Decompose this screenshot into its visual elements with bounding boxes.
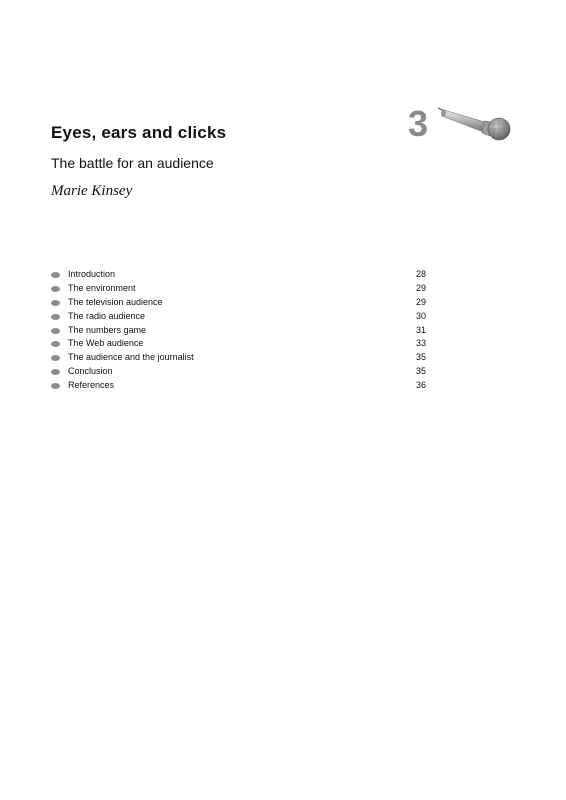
toc-item[interactable] <box>51 268 431 282</box>
toc-label: The television audience <box>68 296 163 307</box>
chapter-author: Marie Kinsey <box>51 183 133 199</box>
bullet-icon <box>51 369 60 375</box>
toc-item[interactable] <box>51 282 431 296</box>
chapter-title: Eyes, ears and clicks <box>51 123 227 142</box>
table-of-contents <box>51 268 431 393</box>
toc-page-number: 31 <box>416 324 427 335</box>
toc-label: The audience and the journalist <box>68 352 194 363</box>
toc-item[interactable] <box>51 296 431 310</box>
toc-label: References <box>68 380 115 391</box>
bullet-icon <box>51 341 60 347</box>
toc-page-number: 35 <box>416 366 427 377</box>
bullet-icon <box>51 355 60 361</box>
chapter-subtitle: The battle for an audience <box>51 155 214 171</box>
toc-item[interactable] <box>51 379 431 393</box>
toc-label: The radio audience <box>68 310 146 321</box>
toc-label: The Web audience <box>68 338 144 349</box>
bullet-icon <box>51 272 60 278</box>
chapter-number: 3 <box>408 103 429 144</box>
toc-item[interactable] <box>51 365 431 379</box>
bullet-icon <box>51 300 60 306</box>
bullet-icon <box>51 383 60 389</box>
toc-page-number: 35 <box>416 352 427 363</box>
toc-label: The numbers game <box>68 324 147 335</box>
toc-page-number: 33 <box>416 338 427 349</box>
toc-page-number: 30 <box>416 310 427 321</box>
toc-item[interactable] <box>51 310 431 324</box>
microphone-icon <box>436 100 514 146</box>
bullet-icon <box>51 314 60 320</box>
bullet-icon <box>51 328 60 334</box>
toc-page-number: 29 <box>416 282 427 293</box>
toc-item[interactable] <box>51 337 431 351</box>
toc-item[interactable] <box>51 324 431 338</box>
toc-page-number: 36 <box>416 380 427 391</box>
toc-page-number: 29 <box>416 296 427 307</box>
toc-label: Introduction <box>68 269 116 279</box>
bullet-icon <box>51 286 60 292</box>
toc-label: Conclusion <box>68 366 113 377</box>
toc-item[interactable] <box>51 351 431 365</box>
toc-label: The environment <box>68 282 136 293</box>
toc-page-number: 28 <box>416 269 427 279</box>
